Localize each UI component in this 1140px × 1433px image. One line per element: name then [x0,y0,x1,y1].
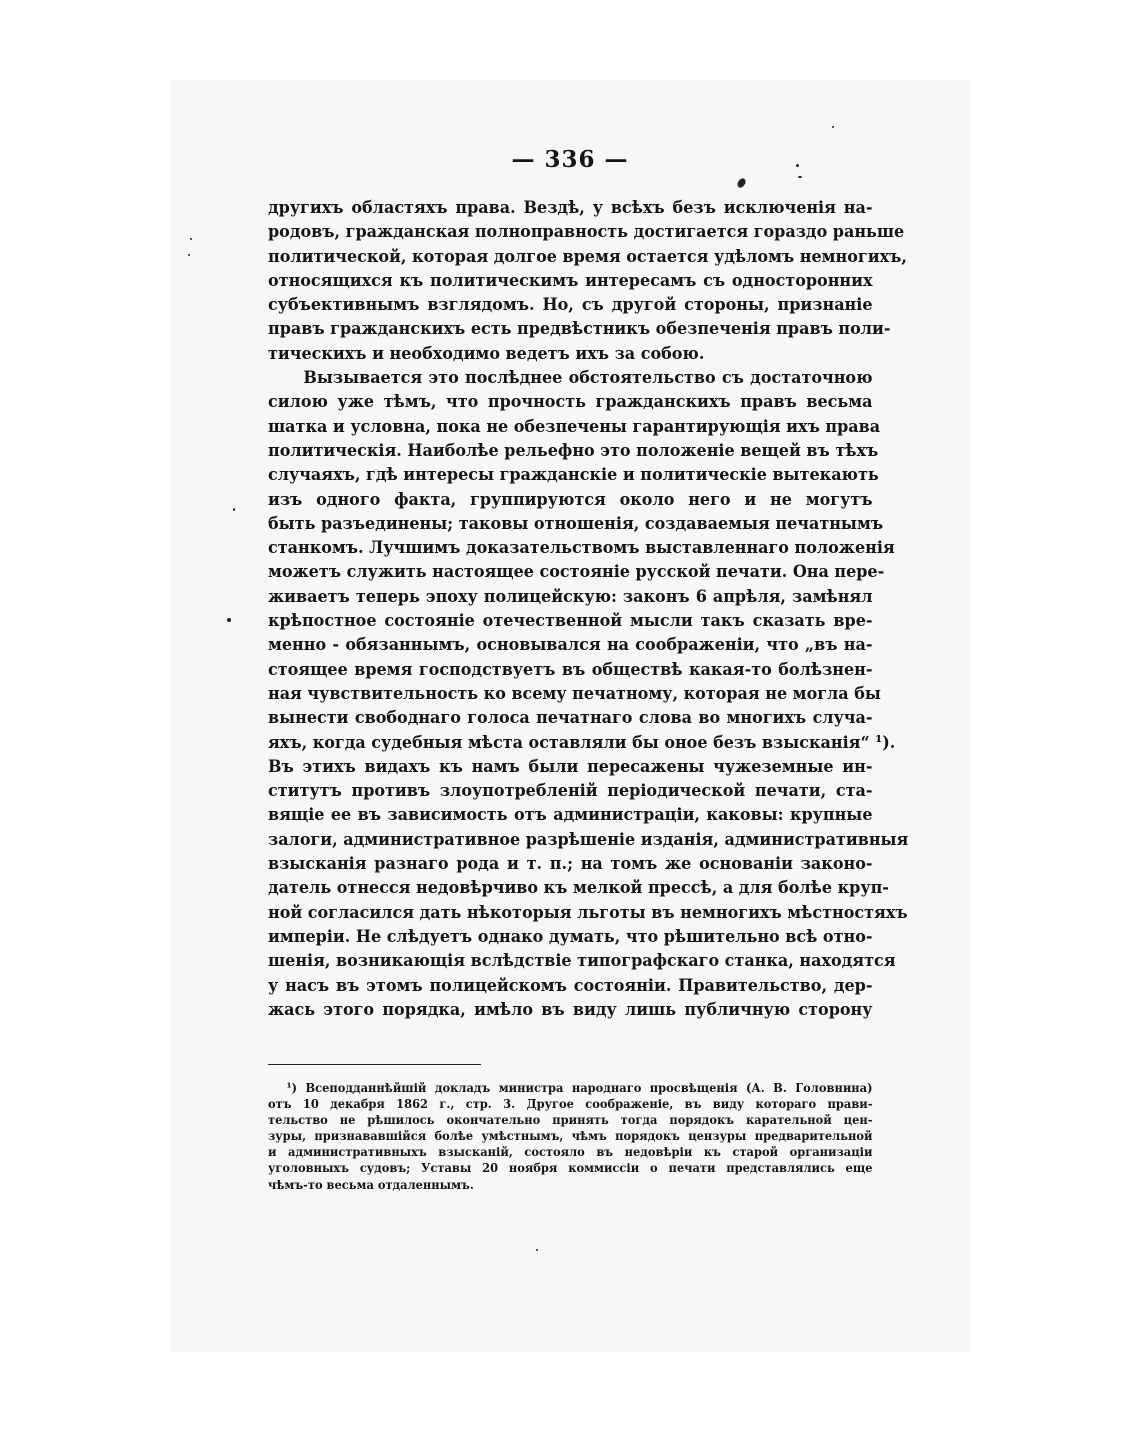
text-line: вящіе ее въ зависимость отъ администраціи, каковы: крупные [268,805,873,826]
text-line: Въ этихъ видахъ къ намъ были пересажены чужеземные ин- [268,756,873,777]
text-line: у насъ въ этомъ полицейскомъ состояніи. Правительство, дер- [268,975,873,996]
text-line: яхъ, когда судебныя мѣста оставляли бы оное безъ взысканія“ ¹). [268,732,896,753]
text-line: субъективнымъ взглядомъ. Но, съ другой стороны, признаніе [268,295,873,316]
footnote [268,1080,872,1193]
text-line: менно - обязаннымъ, основывался на соображеніи, что „въ на- [268,635,873,656]
text-line: другихъ областяхъ права. Вездѣ, у всѣхъ безъ исключенія на- [268,198,873,218]
text-line: ная чувствительность ко всему печатному, которая не могла бы [268,683,881,704]
text-line: ститутъ противъ злоупотребленій періодической печати, ста- [268,781,873,802]
paragraph-1 [268,196,907,366]
text-line: правъ гражданскихъ есть предвѣстникъ обезпеченія правъ поли- [268,319,891,340]
text-line: Вызывается это послѣднее обстоятельство съ достаточною [303,368,873,389]
text-line: залоги, административное разрѣшеніе изданія, административныя [268,829,909,850]
text-line: быть разъединены; таковы отношенія, создаваемыя печатнымъ [268,513,884,534]
text-line: стоящее время господствуетъ въ обществѣ какая-то болѣзнен- [268,659,873,680]
ink-speck [796,164,799,167]
body-text [268,196,909,1022]
footnote-line: чѣмъ-то весьма отдаленнымъ. [268,1176,474,1192]
text-line: живаетъ теперь эпоху полицейскую: законъ 6 апрѣля, замѣнял [268,586,873,607]
footnote-line: уголовныхъ судовъ; Уставы 20 ноября коммиссіи о печати представлялись еще [268,1160,873,1176]
text-line: крѣпостное состояніе отечественной мысли такъ сказать вре- [268,611,873,632]
footnote-line: отъ 10 декабря 1862 г., стр. 3. Другое соображеніе, въ виду котораго прави- [268,1096,873,1112]
ink-speck [190,238,192,240]
text-line: относящихся къ политическимъ интересамъ съ односторонних [268,270,873,291]
text-line: силою уже тѣмъ, что прочность гражданскихъ правъ весьма [268,392,873,413]
ink-speck [233,508,235,511]
footnote-divider [268,1064,481,1065]
text-line: родовъ, гражданская полноправность достигается гораздо раньше [268,222,905,243]
text-line: тическихъ и необходимо ведетъ ихъ за собою. [268,343,705,364]
text-line: жась этого порядка, имѣло въ виду лишь публичную сторону [268,999,873,1020]
footnote-line: и административныхъ взысканій, состояло въ недовѣріи къ старой организаціи [268,1144,873,1160]
text-line: политической, которая долгое время остается удѣломъ немногихъ, [268,246,907,267]
footnote-line: тельство не рѣшилось окончательно принять тогда порядокъ карательной цен- [268,1112,873,1128]
text-line: датель отнесся недовѣрчиво къ мелкой прессѣ, а для болѣе круп- [268,878,889,899]
page-number: — 336 — [511,146,629,173]
text-line: можетъ служить настоящее состояніе русской печати. Она пере- [268,562,885,583]
ink-speck [798,176,802,178]
ink-speck [832,126,834,128]
ink-speck [536,1249,538,1251]
text-line: политическія. Наиболѣе рельефно это положеніе вещей въ тѣхъ [268,440,879,461]
text-line: станкомъ. Лучшимъ доказательствомъ выставленнаго положенія [268,538,895,559]
text-line: взысканія разнаго рода и т. п.; на томъ же основаніи законо- [268,854,873,875]
paragraph-2 [268,366,909,1022]
text-line: изъ одного факта, группируются около него и не могутъ [268,489,873,510]
text-line: вынести свободнаго голоса печатнаго слова во многихъ случа- [268,708,873,729]
text-line: шенія, возникающія вслѣдствіе типографскаго станка, находятся [268,951,896,972]
footnote-line: ¹) Всеподданнѣйшій докладъ министра народнаго просвѣщенія (А. В. Головнина) [286,1080,873,1095]
text-line: шатка и условна, пока не обезпечены гарантирующія ихъ права [268,416,881,437]
footnote-line: зуры, признававшійся болѣе умѣстнымъ, чѣмъ порядокъ цензуры предварительной [268,1128,873,1144]
text-line: ной согласился дать нѣкоторыя льготы въ немногихъ мѣстностяхъ [268,902,908,923]
ink-speck [188,254,190,256]
text-line: имперіи. Не слѣдуетъ однако думать, что рѣшительно всѣ отно- [268,926,873,947]
text-line: случаяхъ, гдѣ интересы гражданскіе и политическіе вытекають [268,465,879,486]
ink-speck [227,618,231,622]
